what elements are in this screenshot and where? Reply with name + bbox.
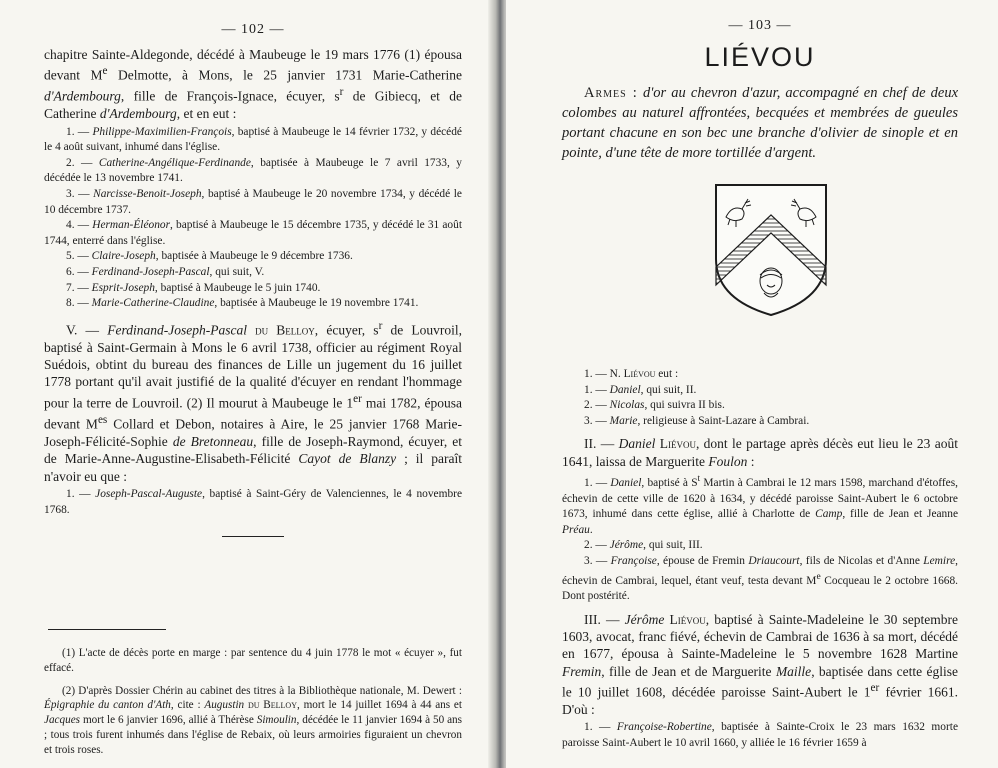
section-v-paragraph: V. — Ferdinand-Joseph-Pascal du Belloy, écuyer, $s^r$ de Louvroil, baptisé à Saint-Germain à Mons le 6 avril 1738, officier au régiment Royal Suédois, obtint du bureau des finances de Lille un jugement du 16 juillet 1778 portant qu'il avait justifié de la qualité d'écuyer en rendant l'hommage pour la terre de Louvroil. (2) Il mourut à Maubeuge le 1er mai 1782, épousa devant $M^{es}$ Collard et Debon, notaires à Aire, le 25 janvier 1768 Marie-Joseph-Félicité-Sophie de Bretonneau, fille de Joseph-Raymond, écuyer, et de Marie-Anne-Augustine-Elisabeth-Félicité Cayot de Blanzy ; il paraît n'avoir eu que : <box>44 319 463 484</box>
arms-description: Armes : d'or au chevron d'azur, accompagné en chef de deux colombes au naturel affrontées, becquées et membrées de gueules portant chacune en son bec une branche d'olivier de sinople et en pointe, d'une tête de more tortillée d'argent. <box>562 85 959 161</box>
children-list-ii <box>562 472 958 604</box>
intro-paragraph: chapitre Sainte-Aldegonde, décédé à Maubeuge le 19 mars 1776 (1) épousa devant Me Delmotte, à Mons, le 25 janvier 1731 Marie-Catherine d'Ardembourg, fille de François-Ignace, écuyer, $s^r$ de Gibiecq, et de Catherine d'Ardembourg, et en eut : <box>44 47 462 122</box>
list-item: 2. — Catherine-Angélique-Ferdinande, baptisée à Maubeuge le 7 avril 1733, y décédée le 13 novembre 1741. <box>44 156 463 185</box>
list-item: 1. — Philippe-Maximilien-François, baptisé à Maubeuge le 14 février 1732, y décédé le 4 août suivant, inhumé dans l'église. <box>44 125 462 154</box>
list-item: 4. — Herman-Éléonor, baptisé à Maubeuge le 15 décembre 1735, y décédé le 31 août 1744, enterré dans l'église. <box>44 219 462 247</box>
list-item: 2. — Jérôme, qui suit, III. <box>584 539 703 552</box>
list-item: 1. — Joseph-Pascal-Auguste, baptisé à Saint-Géry de Valenciennes, le 4 novembre 1768. <box>44 487 462 516</box>
list-item: 8. — Marie-Catherine-Claudine, baptisée à Maubeuge le 19 novembre 1741. <box>66 297 419 310</box>
page-number-right: — 103 — <box>728 18 792 33</box>
list-item: 1. — Daniel, qui suit, II. <box>584 383 697 396</box>
list-item: 3. — Marie, religieuse à Saint-Lazare à Cambrai. <box>584 414 810 427</box>
children-list-iv <box>44 125 462 312</box>
shield-outline <box>716 185 826 315</box>
list-item: 7. — Esprit-Joseph, baptisé à Maubeuge le 5 juin 1740. <box>66 281 321 294</box>
list-item: 1. — N. Liévou eut : <box>584 368 679 380</box>
section-iii-paragraph: III. — Jérôme Liévou, baptisé à Sainte-Madeleine le 30 septembre 1603, avocat, franc fiévé, échevin de Cambrai de 1636 à sa mort, décédé en 1677, épousa à Sainte-Madeleine le 5 novembre 1628 Martine Fremin, fille de Jean et de Marguerite Maille, baptisée dans cette église le 10 juillet 1608, décédée paroisse Saint-Aubert le 1er février 1661. D'où : <box>562 611 958 718</box>
list-item: 6. — Ferdinand-Joseph-Pascal, qui suit, V. <box>66 265 265 278</box>
list-item: 5. — Claire-Joseph, baptisée à Maubeuge le 9 décembre 1736. <box>66 250 353 263</box>
list-item: 2. — Nicolas, qui suivra II bis. <box>584 399 725 412</box>
children-list-v <box>44 487 462 518</box>
surname-ardembourg: d'Ardembourg <box>44 88 121 104</box>
section-divider <box>222 536 284 537</box>
list-item: 3. — Narcisse-Benoit-Joseph, baptisé à Maubeuge le 20 novembre 1734, y décédé le 10 décembre 1737. <box>44 188 462 216</box>
left-page <box>0 0 492 768</box>
footnote-2: (2) D'après Dossier Chérin au cabinet des titres à la Bibliothèque nationale, M. Dewert : Épigraphie du canton d'Ath, cite : Augustin du Belloy, mort le 14 juillet 1694 à 44 ans et Jacques mort le 6 janvier 1696, allié à Thérèse Simoulin, décédée le 11 janvier 1694 à 50 ans ; tous trois furent inhumés dans l'église de Rebaix, où leurs armoiries figuraient un chevron et trois roses. <box>44 684 463 756</box>
footnote-1: (1) L'acte de décès porte en marge : par sentence du 4 juin 1778 le mot « écuyer », fut effacé. <box>44 647 462 674</box>
page-number-left: — 102 — <box>221 22 285 37</box>
family-title: LIÉVOU <box>704 42 816 72</box>
children-list-iii <box>562 720 958 751</box>
right-page <box>506 0 998 768</box>
liévou-gen1-list <box>562 367 958 429</box>
footnote-rule <box>48 629 166 630</box>
section-ii-paragraph: II. — Daniel Liévou, dont le partage après décès eut lieu le 23 août 1641, laissa de Marguerite Foulon : <box>562 436 959 469</box>
coat-of-arms-icon <box>712 181 830 319</box>
list-item: 1. — Françoise-Robertine, baptisée à Sainte-Croix le 23 mars 1632 morte paroisse Saint-Aubert le 10 avril 1660, y alliée le 16 février 1659 à <box>562 721 958 750</box>
list-item: 3. — Françoise, épouse de Fremin Driaucourt, fils de Nicolas et d'Anne Lemire, échevin de Cambrai, lequel, étant veuf, testa devant Me Cocqueau le 2 octobre 1668. Dont postérité. <box>562 554 959 602</box>
list-item: 1. — Daniel, baptisé à $S^t$ Martin à Cambrai le 12 mars 1598, marchand d'étoffes, échevin de cette ville de 1620 à 1634, y décédé paroisse Saint-Aubert le 6 octobre 1673, inhumé dans cette église, allié à Charlotte de Camp, fille de Jean et Jeanne Préau. <box>562 474 959 536</box>
